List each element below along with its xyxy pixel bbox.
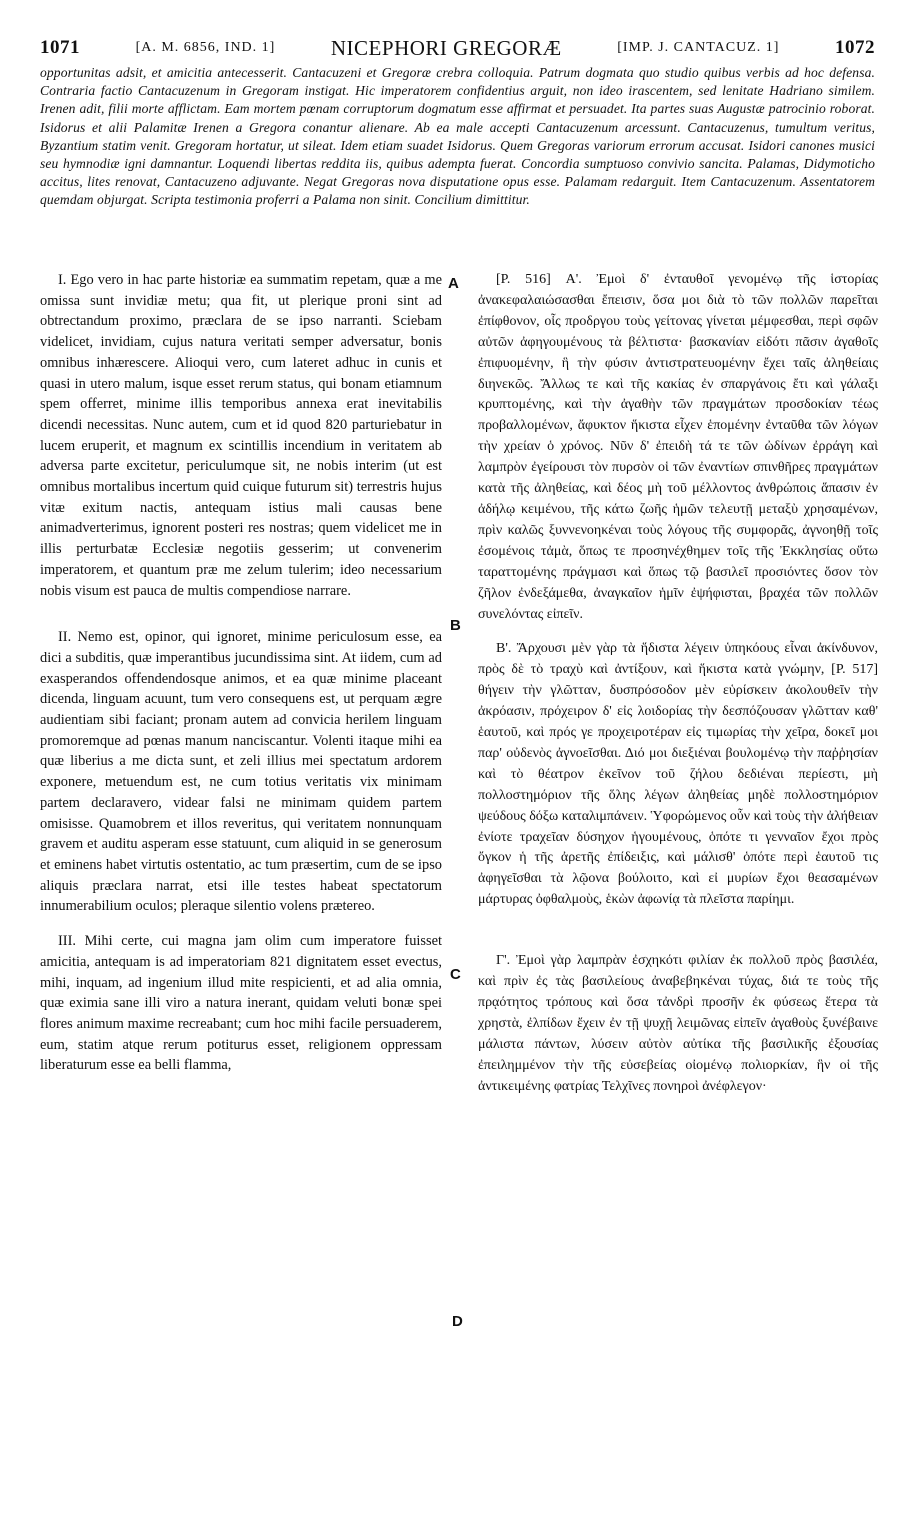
margin-letter-c: C	[450, 966, 461, 983]
year-indiction-left: [A. M. 6856, IND. 1]	[135, 40, 276, 55]
greek-paragraph-3: Γ'. Ἐμοὶ γὰρ λαμπρὰν ἐσχηκότι φιλίαν ἐκ πολλοῦ πρὸς βασιλέα, καὶ πρὶν ἐς τὰς βασιλείους ἀναβεβηκέναι τύχας, διά τε τοὺς τῆς πρᾳότητος τρόπους καὶ ὅσα τἀνδρὶ προσῆν ἐκ φύσεως ἕτερα τὰ χρηστὰ, ἐλπίδων ἔχειν ἐν τῇ ψυχῇ λειμῶνας εἰπεῖν ἀγαθοὺς ξυνέβαινε μάλιστα πάντων, λύσειν αὐτὸν αὐτίκα τῆς βασιλικῆς ἐξουσίας ἐπειλημμένον τὴν τῆς εὐσεβείας οἰομένῳ πολιορκίαν, ἣν οἱ τῆς ἀντικειμένης φατρίας Τελχῖνες πονηροὶ ἀνέφλεγον·	[478, 953, 878, 1094]
margin-letter-b: B	[450, 617, 461, 634]
page-number-left: 1071	[40, 37, 80, 58]
greek-column	[478, 270, 878, 1098]
latin-paragraph-1: I. Ego vero in hac parte historiæ ea summatim repetam, quæ a me omissa sunt invidiæ metu; qua fit, ut plerique proni sint ad obtrectandum proximo, præclara de se ipso narranti. Sciebam videlicet, invidiam, cujus natura veritati semper adversatur, bonis omnibus inhærescere. Alioqui vero, cum lateret adhuc in cunis et quasi in utero malum, isque esset rerum status, qui bonam etiamnum spem offerret, minime illis temporibus annexa erat inevitabilis dicendi necessitas. Nunc autem, cum et id quod 820 parturiebatur in lucem eruperit, et magnum ex scintillis incendium in veritatem ab adversa parte excitetur, periculumque sit, ne nobis interim (ut est omnibus mortalibus incertum quid cuique futurum sit) terrestris hujus vitæ exitum nactis, antequam istius mali causas bene animadverterimus, ignorent posteri res nostras; quem videlicet me in illis perturbatæ Ecclesiæ negotiis gesserim; ut convenerim imperatorem, et quantum præ me zelum tulerim; ideo necessarium nobis visum est pauca de multis compendiose narrare.	[40, 272, 442, 599]
greek-paragraph-2: Β'. Ἄρχουσι μὲν γὰρ τὰ ἥδιστα λέγειν ὑπηκόους εἶναι ἀκίνδυνον, πρὸς δὲ τὸ τραχὺ καὶ ἀντίξουν, καὶ ἥκιστα κατὰ γνώμην, [P. 517] θήγειν τὴν γλῶτταν, δυσπρόσοδον μὲν εὑρίσκειν ἀκολουθεῖν τὴν ἀκρόασιν, πρόχειρον δ' εἰς λοιδορίας τὴν δεσπόζουσαν γλῶτταν καθ' ἑαυτοῦ, καὶ πρός γε προχειροτέραν εἰς τιμωρίας τὴν χεῖρα, δοκεῖ μοι παρ' οὐδενὸς ἀγνοεῖσθαι. Διό μοι διεξιέναι βουλομένῳ τὴν παῤῥησίαν καὶ τὸ θέατρον ἐκεῖνον τοῦ ζήλου δεδιέναι περίεστι, μὴ πολλοστημόριον τῆς ὅλης λέγων ἀληθείας μηδὲ πολλοστημόριον ψεύδους δόξω καταλιμπάνειν. Ὑφορώμενος οὖν καὶ τοὺς τὴν ἀλήθειαν ἐνίοτε τραχεῖαν δύσηχον ἡγουμένους, ὁπότε τι γενναῖον ἔχοι πρὸς ὄγκον ἡ τῆς ἀρετῆς ἐπίδειξις, καὶ μάλισθ' ὁπότε περὶ ἑαυτοῦ τις ἀφηγεῖσθαι τὰ λῷονα βούλοιτο, καὶ εἰ μυρίων ἔχοι θεασαμένων μάρτυρας ὀφθαλμοὺς, ἑκὼν ἀφωνίᾳ τὰ πλεῖστα παρίημι.	[478, 641, 878, 908]
greek-paragraph-1: [P. 516] Α'. Ἐμοὶ δ' ἐνταυθοῖ γενομένῳ τῆς ἱστορίας ἀνακεφαλαιώσασθαι ἔπεισιν, ὅσα μοι διὰ τὸ τῶν πολλῶν παρεῖται ἐπίφθονον, οἷς προδργου τοὺς γείτονας γίνεται μέμφεσθαι, περὶ σφῶν αὐτῶν ἀφηγουμένους τὰ βέλτιστα· βασκανίαν εἰδότι πᾶσιν ἀγαθοῖς ἐπιφυομένην, ἣ τὴν φύσιν ἀντιστρατευομένην ἔχει ταῖς ἀληθείαις διηνεκῶς. Ἄλλως τε καὶ τῆς κακίας ἐν σπαργάνοις ἔτι καὶ γάλαξι κρυπτομένης, καὶ τὴν ἀγαθὴν τῶν πραγμάτων προσδοκίαν τέως προβαλλομένων, ἄφυκτον ἥκιστα εἶχεν ἑπομένην ἐνταῦθα τῶν λόγων τὴν χρείαν ὁ χρόνος. Νῦν δ' ἐπειδὴ τά τε τῶν ὠδίνων ἐρράγη καὶ λαμπρὸν ἐγείρουσι τὸν πυρσὸν οἱ τῶν ἐναντίων σπινθῆρες πραγμάτων κατὰ τῆς ἀληθείας, καὶ δέος μὴ τοῦ μέλλοντος ἀνθρώποις ἅπασιν ἐν ἀδήλῳ κειμένου, τῆς κάτω ζωῆς ἡμῶν τελευτῇ μεταξὺ χρησαμένων, πρὶν καλῶς ξυννενοηκέναι τοὺς λόγους τῆς συμφορᾶς, ἀγνοηθῇ τοῖς ἐσομένοις τἀμὰ, ὅπως τε προσηνέχθημεν τοῖς τῆς Ἐκκλησίας οὕτω ταραττομένης πράγμασι καὶ ὅπως τῷ βασιλεῖ προσιόντες ὅσον τὸν ζῆλον ἐνδεξάμεθα, ἀναγκαῖον ἡμῖν ἐψήφισται, βραχέα τῶν πολλῶν συνελόντας εἰπεῖν.	[478, 272, 878, 622]
running-title: NICEPHORI GREGORÆ	[330, 35, 562, 60]
page-number-right: 1072	[835, 37, 875, 58]
margin-letter-d: D	[452, 1313, 463, 1330]
latin-column	[40, 270, 442, 1076]
margin-letter-a: A	[448, 275, 459, 292]
page-header	[40, 30, 875, 66]
emperor-reference-right: [IMP. J. CANTACUZ. 1]	[617, 40, 780, 55]
latin-paragraph-3: III. Mihi certe, cui magna jam olim cum imperatore fuisset amicitia, antequam is ad imperatoriam 821 dignitatem esset evectus, mihi, inquam, ad ingenium illud mite respicienti, et ad alia omnia, quæ eximia sane illi viro a natura inerant, quidam veluti bonæ spei flores animum maxime recreabant; cum hoc mihi facile persuaderem, eum, statim atque rerum potiturus esset, religionem oppressam liberaturum esse ea belli flamma,	[40, 933, 442, 1074]
chapter-summary: opportunitas adsit, et amicitia antecesserit. Cantacuzeni et Gregoræ crebra colloquia. Patrum dogmata quo studio quibus verbis ad hoc defensa. Contraria factio Cantacuzenum in Gregoram instigat. Hic imperatorem confidentius arguit, non ideo irascentem, sed lenitate Hadriano similem. Irenen adit, filii morte afflictam. Eam mortem pœnam corruptorum dogmatum esse affirmat et persuadet. Ita partes suas Augustæ patrocinio roborat. Isidorus et alii Palamitæ Irenen a Gregora conantur alienare. Ab ea male accepti Cantacuzenum arcessunt. Cantacuzenus, tumultum veritus, Byzantium statim venit. Gregoram hortatur, ut sileat. Idem etiam suadet Isidorus. Quem Gregoras variorum errorum accusat. Isidori canones musici seu hymnodiæ igni damnantur. Loquendi libertas reddita iis, quibus adempta fuerat. Concordia sumptuoso convivio sancita. Palamas, Didymoticho accitus, lites renovat, Cantacuzeno adjuvante. Negat Gregoras nova disputatione opus esse. Palamam redarguit. Item Cantacuzenum. Assentatorem quemdam objurgat. Scripta testimonia proferri a Palama non sinit. Concilium dimittitur.	[40, 65, 875, 208]
latin-paragraph-2: II. Nemo est, opinor, qui ignoret, minime periculosum esse, ea dici a subditis, quæ imperantibus jucundissima sint. At iidem, cum ad exasperandos offendendosque animos, et ea quæ minime placeant dicenda, linguam acuunt, tum vero consequens est, ut perquam ægre audientiam sibi faciant; pronam autem ad convicia herilem linguam promoremque ad pœnas manum nanciscantur. Volenti itaque mihi ea quæ liberius a me dicta sunt, et zeli illius mei spectatum ardorem exponere, metuendum est, ne cum totius veritatis vix minimam partem declaravero, videar falsi ne minimam quidem partem omisisse. Quamobrem et illos reveritus, qui veritatem nonnunquam gravem et auditu asperam esse statuunt, cum aliquid in se generosum et eminens habet virtutis ostentatio, ac tum præsertim, cum de se ipso aliquis præclara narrat, etsi ille testes habeat spectatorum innumerabilium oculos; pleraque silentio volens prætereo.	[40, 629, 442, 915]
